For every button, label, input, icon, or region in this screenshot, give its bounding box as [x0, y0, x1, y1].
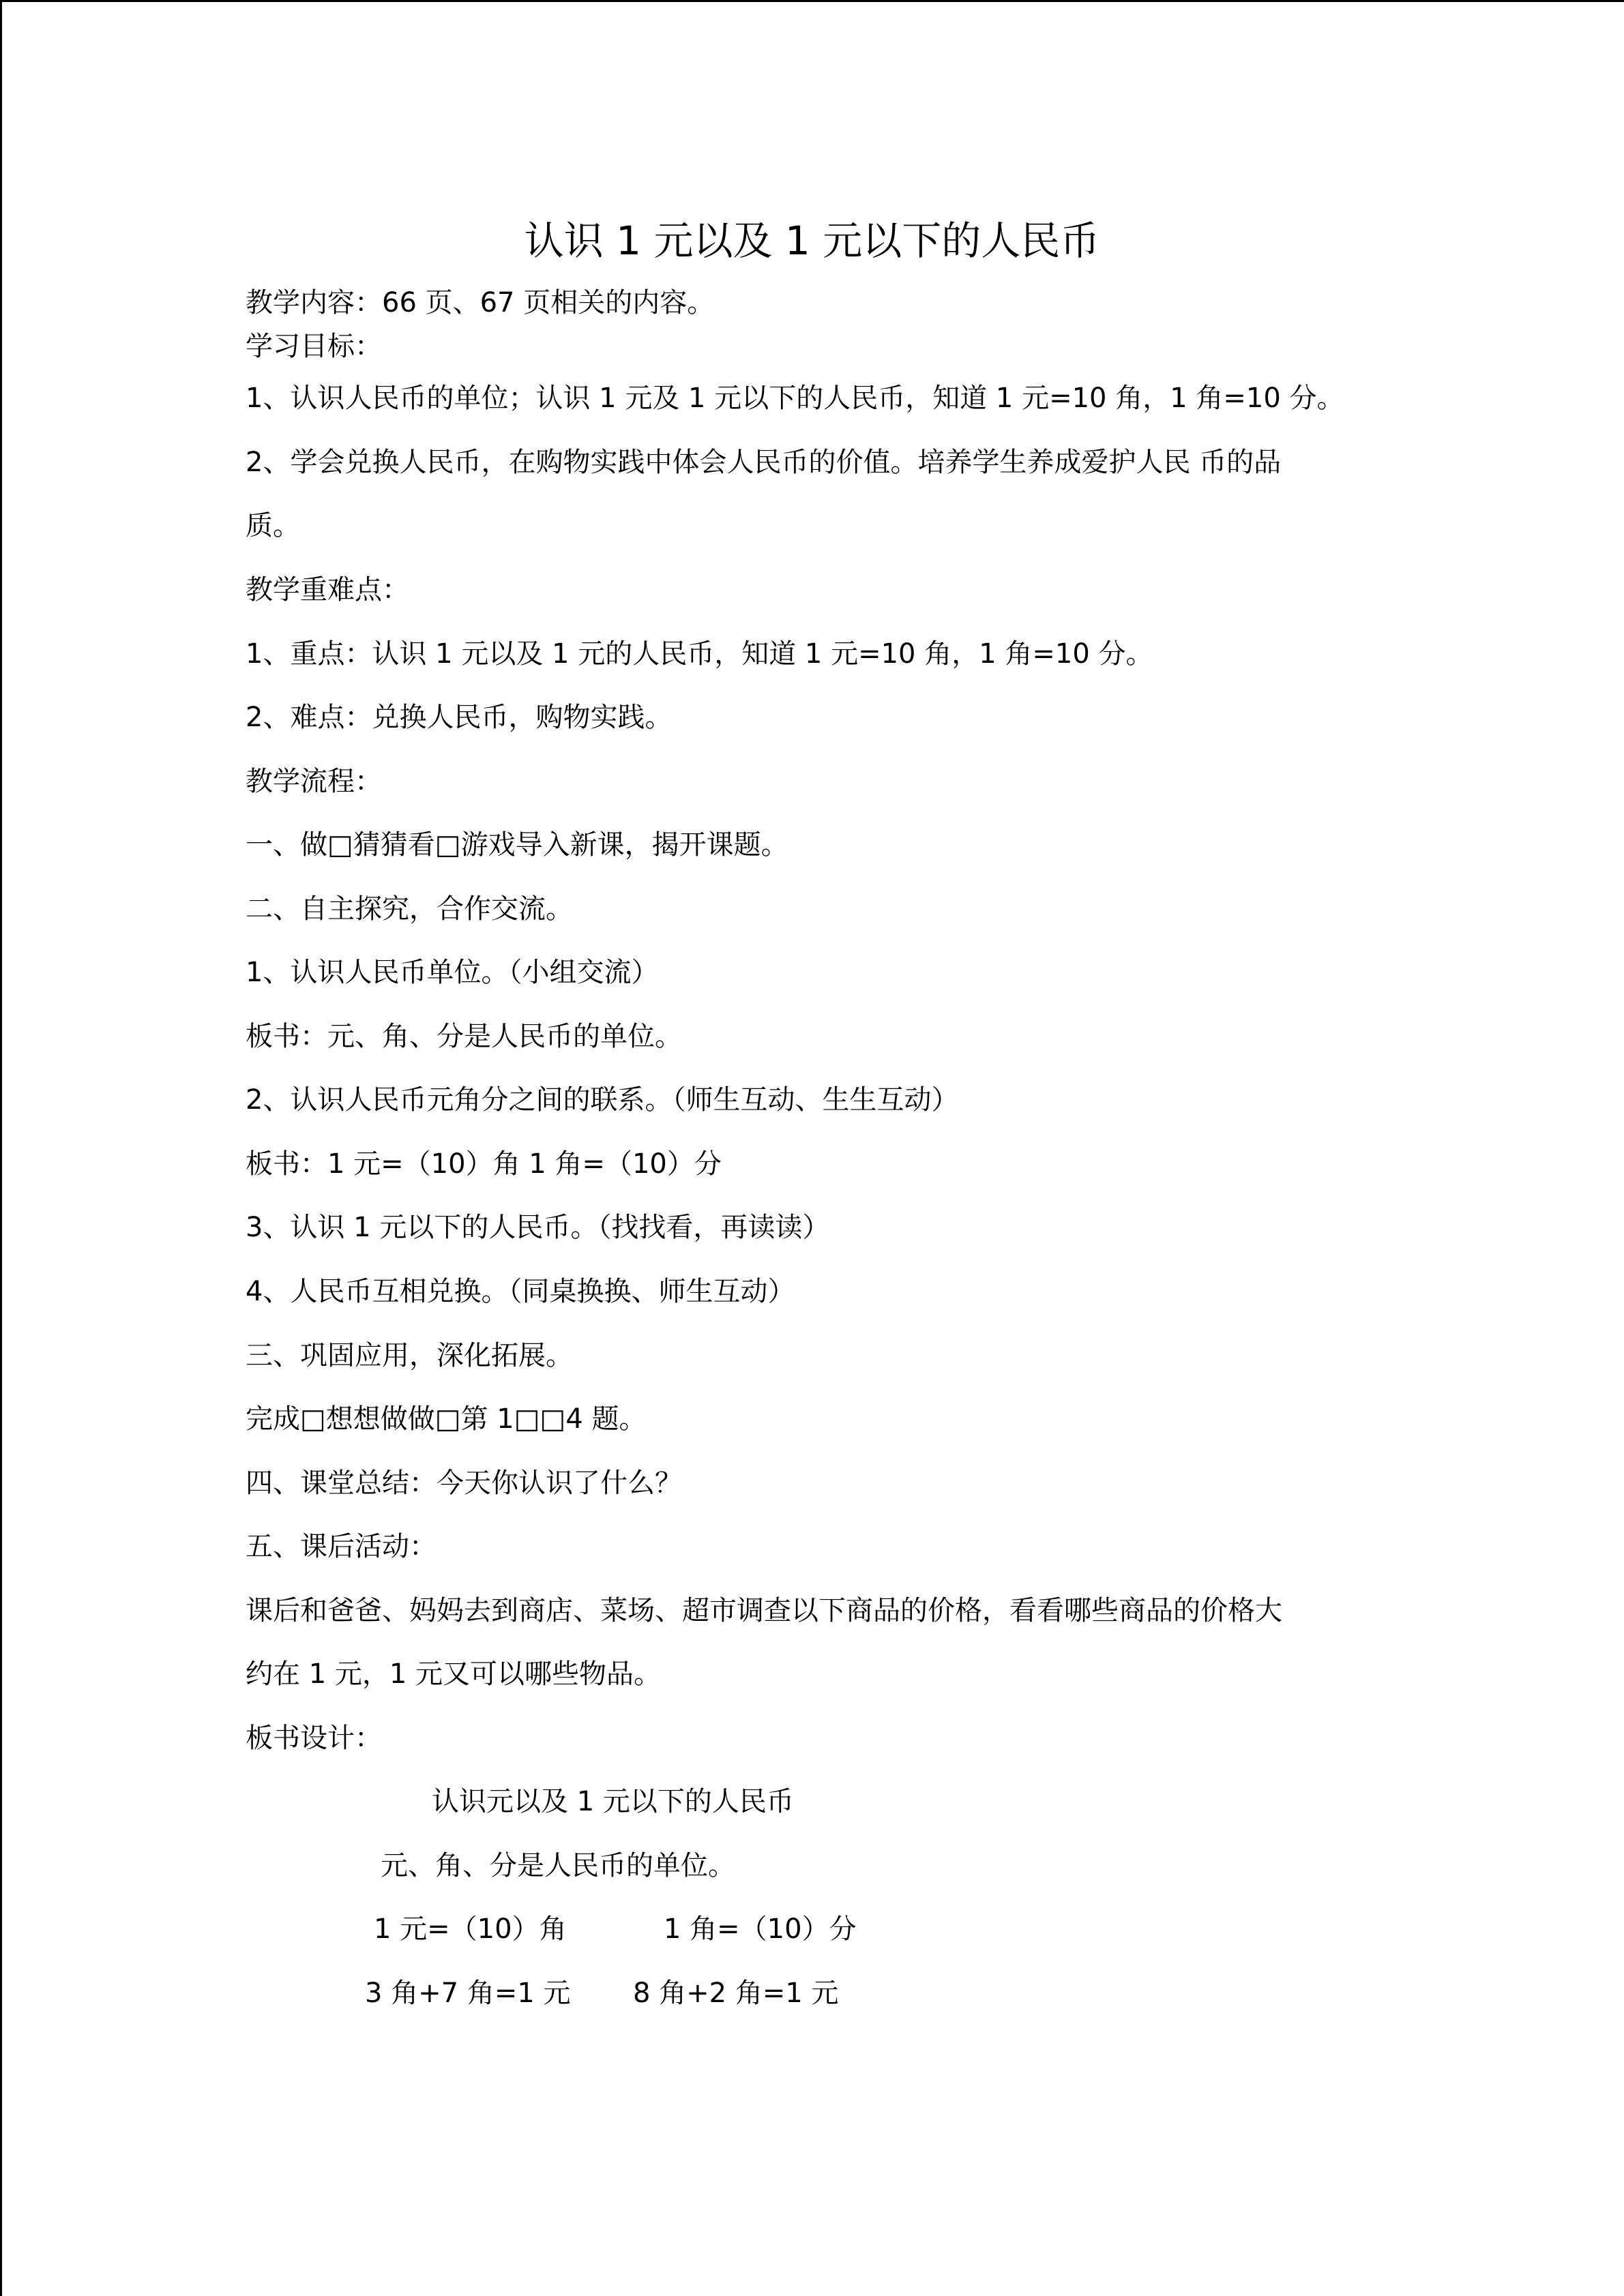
board-row1-left: 1 元=（10）角: [374, 1913, 567, 1945]
text-line: 四、课堂总结：今天你认识了什么？: [246, 1467, 682, 1499]
text-line: 学习目标：: [246, 331, 382, 362]
text-line: 五、课后活动：: [246, 1531, 437, 1562]
text-line: 完成□想想做做□第 1□□4 题。: [246, 1403, 647, 1435]
text-line: 一、做□猜猜看□游戏导入新课，揭开课题。: [246, 829, 788, 861]
text-line: 板书设计：: [246, 1723, 382, 1754]
board-row2-left: 3 角+7 角=1 元: [365, 1978, 571, 2009]
text-line: 教学重难点：: [246, 574, 409, 606]
text-line: 二、自主探究，合作交流。: [246, 893, 573, 925]
text-line: 质。: [246, 510, 300, 541]
text-line: 约在 1 元，1 元又可以哪些物品。: [246, 1658, 662, 1690]
text-line: 3、认识 1 元以下的人民币。（找找看，再读读）: [246, 1212, 830, 1243]
text-line: 1、认识人民币的单位；认识 1 元及 1 元以下的人民币，知道 1 元=10 角，1 角=10 分。: [246, 383, 1344, 414]
text-line: 2、学会兑换人民币，在购物实践中体会人民币的价值。培养学生养成爱护人民 币的品: [246, 447, 1282, 478]
document-title: 认识 1 元以及 1 元以下的人民币: [524, 218, 1100, 264]
text-line: 板书：1 元=（10）角 1 角=（10）分: [246, 1148, 722, 1180]
text-line: 1、重点：认识 1 元以及 1 元的人民币，知道 1 元=10 角，1 角=10 分。: [246, 638, 1153, 670]
board-title: 认识元以及 1 元以下的人民币: [432, 1786, 794, 1817]
board-row2-right: 8 角+2 角=1 元: [633, 1978, 839, 2009]
text-line: 教学流程：: [246, 766, 382, 797]
text-line: 三、巩固应用，深化拓展。: [246, 1340, 573, 1371]
text-line: 课后和爸爸、妈妈去到商店、菜场、超市调查以下商品的价格，看看哪些商品的价格大: [246, 1595, 1282, 1626]
board-units: 元、角、分是人民币的单位。: [381, 1850, 735, 1881]
text-line: 2、难点：兑换人民币，购物实践。: [246, 702, 673, 733]
text-line: 板书：元、角、分是人民币的单位。: [246, 1021, 682, 1052]
text-line: 2、认识人民币元角分之间的联系。（师生互动、生生互动）: [246, 1084, 959, 1116]
text-line: 4、人民币互相兑换。（同桌换换、师生互动）: [246, 1276, 795, 1307]
text-line: 教学内容：66 页、67 页相关的内容。: [246, 287, 715, 318]
text-line: 1、认识人民币单位。（小组交流）: [246, 957, 659, 988]
board-row1-right: 1 角=（10）分: [664, 1913, 857, 1945]
